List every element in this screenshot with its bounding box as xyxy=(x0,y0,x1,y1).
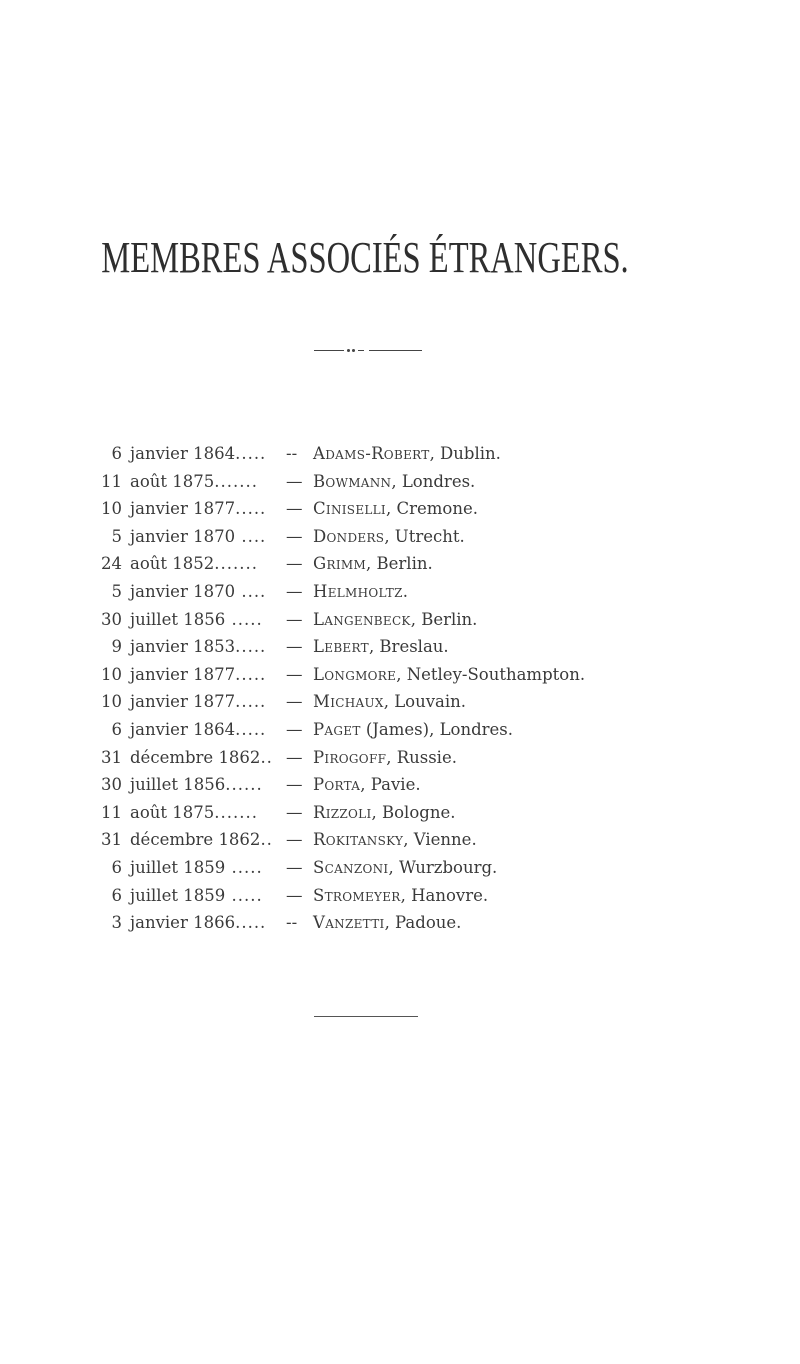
entry-details: , Netley-Southampton. xyxy=(396,664,586,684)
entry-leader-dots: .... xyxy=(235,581,267,601)
entry-day: 31 xyxy=(101,747,122,767)
entry-day: 3 xyxy=(111,913,122,933)
entry-details: , Pavie. xyxy=(360,775,421,795)
page-title: MEMBRES ASSOCIÉS ÉTRANGERS. xyxy=(101,233,629,282)
entry-leader-dots: ....... xyxy=(214,802,258,822)
entry-date-wrap xyxy=(130,633,266,661)
entry-day: 5 xyxy=(111,581,122,601)
entry-date-wrap xyxy=(130,909,266,937)
entry-date-wrap xyxy=(130,661,266,689)
entry-date: juillet 1856 xyxy=(130,775,226,795)
entry-date: janvier 1864 xyxy=(130,444,236,463)
entry-date: août 1875 xyxy=(130,802,215,822)
entry-details: , Cremone. xyxy=(385,499,478,519)
entry-date-wrap xyxy=(130,716,266,744)
entry-surname: Scanzoni xyxy=(313,857,389,877)
entry-details: , Berlin. xyxy=(366,554,433,574)
entry-day: 11 xyxy=(101,802,122,822)
entry-name-wrap xyxy=(313,909,461,937)
entry-date-wrap xyxy=(130,882,263,910)
entry-dash: — xyxy=(286,747,303,767)
entry-dash: — xyxy=(286,554,303,574)
entry-date: juillet 1859 xyxy=(130,857,226,877)
entry-date: janvier 1870 xyxy=(130,526,236,546)
member-entry xyxy=(0,826,800,854)
entry-name-wrap xyxy=(313,633,449,661)
entry-dash: — xyxy=(286,609,303,629)
entry-day: 6 xyxy=(111,719,122,739)
entry-name-wrap xyxy=(313,606,477,634)
entry-surname: Vanzetti xyxy=(313,913,385,933)
entry-surname: Grimm xyxy=(313,554,367,574)
members-list xyxy=(0,440,800,937)
member-entry xyxy=(0,744,800,772)
entry-date: août 1875 xyxy=(130,471,215,491)
member-entry xyxy=(0,661,800,689)
entry-leader-dots: ..... xyxy=(235,719,267,739)
entry-dash: — xyxy=(286,802,303,822)
entry-leader-dots: ..... xyxy=(235,692,267,712)
entry-leader-dots: ..... xyxy=(235,444,267,463)
entry-surname: Donders xyxy=(313,526,385,546)
entry-name-wrap xyxy=(313,661,585,689)
entry-dash: — xyxy=(286,885,303,905)
entry-leader-dots: ..... xyxy=(225,885,263,905)
entry-details: , Hanovre. xyxy=(400,885,489,905)
entry-date-wrap xyxy=(130,771,263,799)
entry-dash: — xyxy=(286,637,303,657)
entry-dash: — xyxy=(286,581,303,601)
entry-leader-dots: .. xyxy=(260,747,273,767)
entry-name-wrap xyxy=(313,523,465,551)
entry-leader-dots: ..... xyxy=(235,664,267,684)
entry-leader-dots: ...... xyxy=(225,775,263,795)
entry-surname: Pirogoff xyxy=(313,747,387,767)
entry-leader-dots: ..... xyxy=(235,637,267,657)
entry-date: janvier 1877 xyxy=(130,692,236,712)
entry-day: 30 xyxy=(101,775,122,795)
entry-leader-dots: ..... xyxy=(225,609,263,629)
entry-details: , Breslau. xyxy=(368,637,449,657)
entry-details: , Berlin. xyxy=(410,609,478,629)
entry-date-wrap xyxy=(130,578,266,606)
entry-day: 31 xyxy=(101,830,122,850)
entry-surname: Porta xyxy=(313,775,361,795)
entry-day: 10 xyxy=(101,499,122,519)
title-ornament xyxy=(314,349,422,353)
entry-name-wrap xyxy=(313,440,501,468)
entry-dash: — xyxy=(286,719,303,739)
entry-details: , Louvain. xyxy=(383,692,467,712)
entry-details: . xyxy=(402,581,408,601)
entry-date: janvier 1870 xyxy=(130,581,236,601)
entry-date: décembre 1862 xyxy=(130,747,261,767)
entry-surname: Langenbeck xyxy=(313,609,411,629)
entry-dash: — xyxy=(286,664,303,684)
entry-leader-dots: ..... xyxy=(235,499,267,519)
member-entry xyxy=(0,523,800,551)
entry-date: janvier 1866 xyxy=(130,913,236,933)
entry-surname: Paget xyxy=(313,719,361,739)
entry-day: 10 xyxy=(101,692,122,712)
member-entry xyxy=(0,606,800,634)
entry-day: 11 xyxy=(101,471,122,491)
entry-date: juillet 1856 xyxy=(130,609,226,629)
entry-leader-dots: ..... xyxy=(235,913,267,933)
entry-name-wrap xyxy=(313,688,466,716)
entry-surname: Rizzoli xyxy=(313,802,372,822)
entry-date: août 1852 xyxy=(130,554,215,574)
entry-day: 6 xyxy=(111,444,122,463)
end-rule xyxy=(314,1016,418,1017)
member-entry xyxy=(0,716,800,744)
entry-leader-dots: ....... xyxy=(214,554,258,574)
member-entry xyxy=(0,550,800,578)
entry-name-wrap xyxy=(313,771,421,799)
entry-dash: -- xyxy=(286,913,298,933)
entry-date-wrap xyxy=(130,468,258,496)
entry-name-wrap xyxy=(313,826,477,854)
entry-date-wrap xyxy=(130,688,266,716)
entry-surname: Helmholtz xyxy=(313,581,403,601)
member-entry xyxy=(0,854,800,882)
entry-date: janvier 1877 xyxy=(130,664,236,684)
entry-name-wrap xyxy=(313,744,457,772)
entry-details: , Padoue. xyxy=(384,913,462,933)
entry-dash: — xyxy=(286,471,303,491)
member-entry xyxy=(0,495,800,523)
entry-dash: — xyxy=(286,857,303,877)
entry-date-wrap xyxy=(130,854,263,882)
entry-surname: Bowmann xyxy=(313,471,392,491)
entry-day: 9 xyxy=(111,637,122,657)
member-entry xyxy=(0,688,800,716)
entry-day: 24 xyxy=(101,554,122,574)
entry-day: 6 xyxy=(111,857,122,877)
entry-date-wrap xyxy=(130,495,266,523)
entry-details: , Dublin. xyxy=(429,444,501,463)
entry-details: , Vienne. xyxy=(403,830,477,850)
entry-date-wrap xyxy=(130,523,266,551)
entry-dash: — xyxy=(286,526,303,546)
entry-surname: Stromeyer xyxy=(313,885,401,905)
member-entry xyxy=(0,909,800,937)
entry-date-wrap xyxy=(130,440,266,468)
entry-name-wrap xyxy=(313,578,408,606)
entry-date: juillet 1859 xyxy=(130,885,226,905)
entry-date-wrap xyxy=(130,744,273,772)
entry-surname: Adams-Robert xyxy=(313,444,430,463)
entry-details: , Utrecht. xyxy=(384,526,465,546)
entry-dash: — xyxy=(286,499,303,519)
entry-day: 5 xyxy=(111,526,122,546)
member-entry xyxy=(0,578,800,606)
entry-dash: — xyxy=(286,775,303,795)
entry-surname: Longmore xyxy=(313,664,397,684)
member-entry xyxy=(0,771,800,799)
entry-details: , Wurzbourg. xyxy=(388,857,498,877)
entry-day: 30 xyxy=(101,609,122,629)
entry-name-wrap xyxy=(313,854,497,882)
entry-date-wrap xyxy=(130,606,263,634)
entry-date: décembre 1862 xyxy=(130,830,261,850)
member-entry xyxy=(0,633,800,661)
member-entry xyxy=(0,882,800,910)
member-entry xyxy=(0,468,800,496)
entry-dash: — xyxy=(286,692,303,712)
entry-date-wrap xyxy=(130,550,258,578)
entry-day: 10 xyxy=(101,664,122,684)
entry-details: , Russie. xyxy=(386,747,457,767)
entry-date: janvier 1864 xyxy=(130,719,236,739)
entry-name-wrap xyxy=(313,468,475,496)
entry-date-wrap xyxy=(130,799,258,827)
entry-dash: -- xyxy=(286,444,298,463)
entry-surname: Rokitansky xyxy=(313,830,404,850)
entry-leader-dots: .. xyxy=(260,830,273,850)
member-entry xyxy=(0,440,800,468)
entry-details: (James), Londres. xyxy=(360,719,514,739)
entry-date-wrap xyxy=(130,826,273,854)
entry-leader-dots: .... xyxy=(235,526,267,546)
entry-details: , Londres. xyxy=(391,471,476,491)
entry-surname: Lebert xyxy=(313,637,369,657)
entry-dash: — xyxy=(286,830,303,850)
entry-day: 6 xyxy=(111,885,122,905)
entry-leader-dots: ....... xyxy=(214,471,258,491)
entry-name-wrap xyxy=(313,495,478,523)
entry-surname: Ciniselli xyxy=(313,499,386,519)
entry-surname: Michaux xyxy=(313,692,384,712)
entry-details: , Bologne. xyxy=(371,802,456,822)
entry-leader-dots: ..... xyxy=(225,857,263,877)
entry-name-wrap xyxy=(313,716,513,744)
entry-name-wrap xyxy=(313,799,455,827)
entry-name-wrap xyxy=(313,550,433,578)
entry-name-wrap xyxy=(313,882,488,910)
member-entry xyxy=(0,799,800,827)
entry-date: janvier 1877 xyxy=(130,499,236,519)
entry-date: janvier 1853 xyxy=(130,637,236,657)
